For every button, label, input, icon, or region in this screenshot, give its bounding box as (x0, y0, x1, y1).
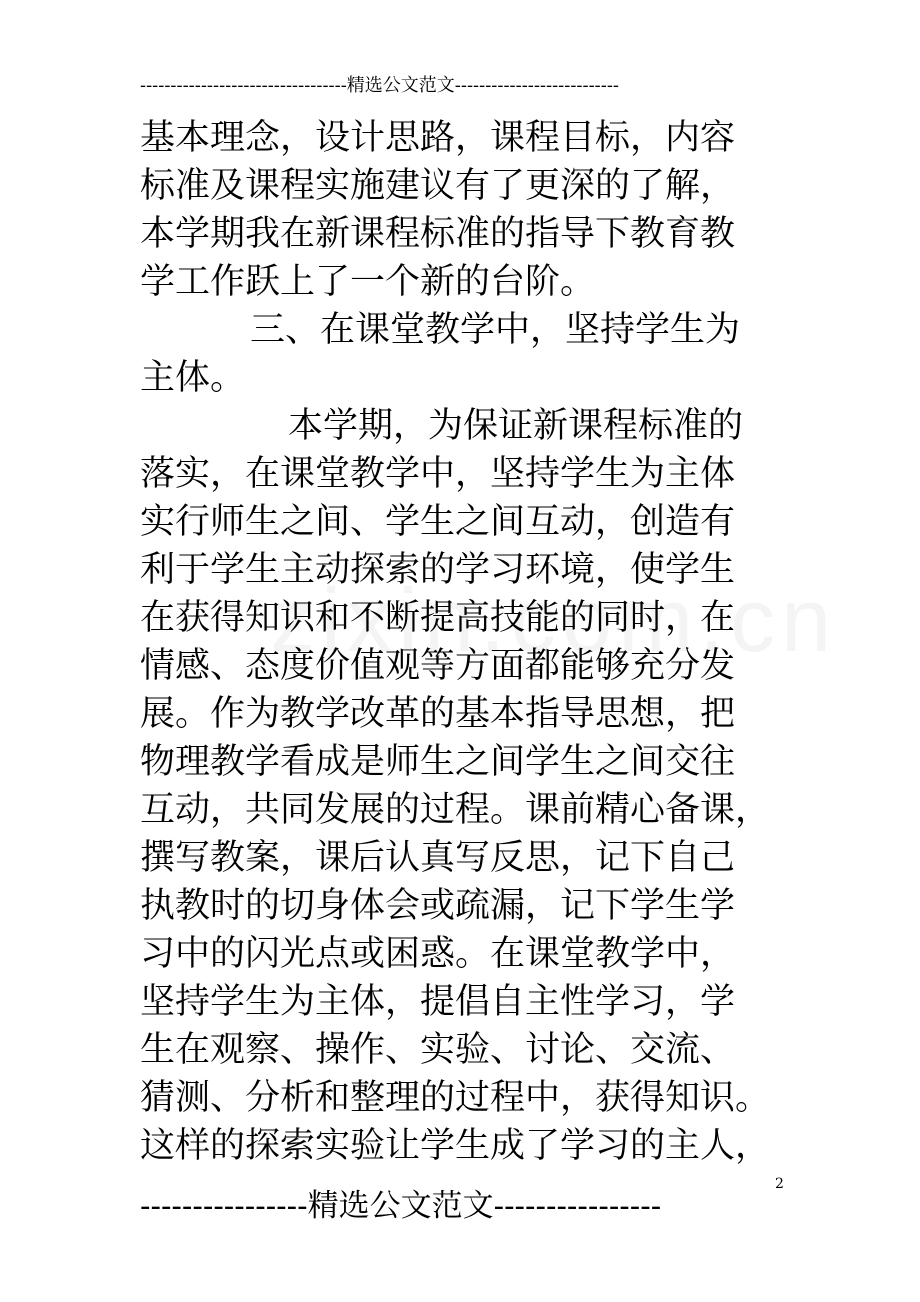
body-line: 执教时的切身体会或疏漏，记下学生学 (140, 886, 736, 926)
section-heading: 三、在课堂教学中，坚持学生为 (250, 310, 741, 350)
page-header: ----------------------------------精选公文范文--------------------------- (140, 75, 620, 96)
body-line: 猜测、分析和整理的过程中，获得知识。 (140, 1078, 771, 1118)
body-line: 在获得知识和不断提高技能的同时，在 (140, 598, 736, 638)
body-line: 标准及课程实施建议有了更深的了解， (140, 166, 736, 206)
body-line: 这样的探索实验让学生成了学习的主人， (140, 1126, 771, 1166)
body-line: 学工作跃上了一个新的台阶。 (140, 262, 596, 302)
body-line: 生在观察、操作、实验、讨论、交流、 (140, 1030, 736, 1070)
body-line: 坚持学生为主体，提倡自主性学习，学 (140, 982, 736, 1022)
section-heading-cont: 主体。 (140, 358, 246, 398)
body-line: 习中的闪光点或困惑。在课堂教学中， (140, 934, 736, 974)
body-line: 实行师生之间、学生之间互动，创造有 (140, 502, 736, 542)
page-footer: ----------------精选公文范文---------------- (140, 1188, 662, 1224)
body-line: 互动，共同发展的过程。课前精心备课， (140, 790, 771, 830)
page-number: 2 (775, 1176, 784, 1192)
body-line: 物理教学看成是师生之间学生之间交往 (140, 742, 736, 782)
body-line: 利于学生主动探索的学习环境，使学生 (140, 550, 736, 590)
body-line: 展。作为教学改革的基本指导思想，把 (140, 694, 736, 734)
document-body (140, 114, 780, 1170)
body-line: 情感、态度价值观等方面都能够充分发 (140, 646, 736, 686)
paragraph-start: 本学期，为保证新课程标准的 (288, 406, 744, 446)
body-line: 撰写教案，课后认真写反思，记下自己 (140, 838, 736, 878)
body-line: 本学期我在新课程标准的指导下教育教 (140, 214, 736, 254)
body-line: 落实，在课堂教学中，坚持学生为主体 (140, 454, 736, 494)
body-line: 基本理念，设计思路，课程目标，内容 (140, 118, 736, 158)
